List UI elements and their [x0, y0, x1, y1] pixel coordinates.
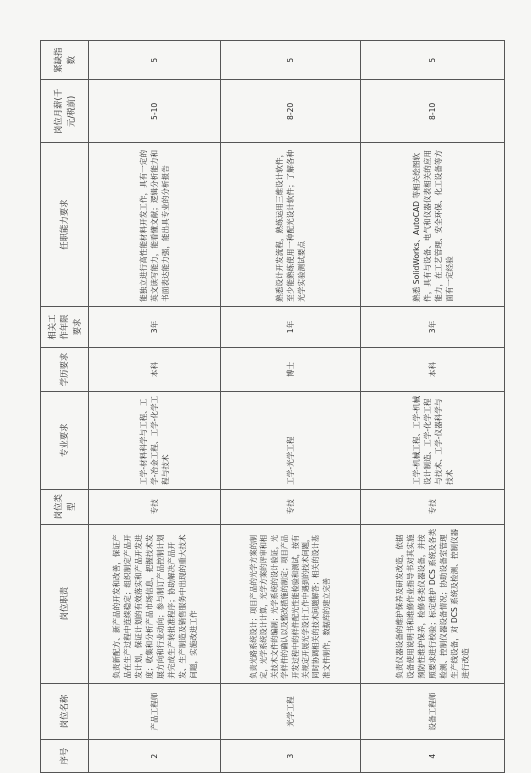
header-urgency: 紧缺指数	[41, 41, 89, 80]
cell-urgency: 5	[361, 41, 505, 80]
cell-salary: 8-20	[221, 80, 361, 143]
header-type: 岗位类型	[41, 489, 89, 524]
cell-ability: 能独立进行高性能材料开发工作，具有一定的英文读写能力，能看懂文献；逻辑分析能力和书面表达能力强，能出具专业的分析报告	[89, 143, 221, 306]
cell-major: 工学-光学工程	[221, 391, 361, 489]
cell-years: 1年	[221, 306, 361, 347]
header-edu: 学历要求	[41, 348, 89, 392]
job-table	[40, 40, 505, 773]
cell-duty: 负责新配方、新产品的开发和改善，保证产品在生产过程中连续稳定；组织制定产品开发计划，保证计划的有效落实和产品开发进度；收集和分析产品市场信息，把握技术发展方向和行业动向；参与制订产品控制计划并完成生产转批准程序；协助解决产品开发、生产制造及销售服务中出现的重大技术问题，实施改进工作	[89, 524, 221, 683]
cell-salary: 5-10	[89, 80, 221, 143]
cell-salary: 8-10	[361, 80, 505, 143]
cell-type: 专技	[89, 489, 221, 524]
header-duty: 岗位职责	[41, 524, 89, 683]
header-seq: 序号	[41, 740, 89, 773]
header-years: 相关工作年限要求	[41, 306, 89, 347]
cell-duty: 负责光路系统设计；项目产品的光学方案的制定，光学系统设计计算，光学方案的评审和相关技术文件的编制；光学系统的设计验证，光学样件的确认以及整改措施的制定；项目产品开发过程中的样件配光性能检验和测试，按有关规定开展光学设计工作中遇到的技术问题，同时协调相关的技术问题解答；相关的设计基准文件制作，数据库的建立完善	[221, 524, 361, 683]
header-ability: 任职能力要求	[41, 143, 89, 306]
cell-edu: 博士	[221, 348, 361, 392]
cell-duty: 负责仪器设备的维护保养及研发改造，依据设备使用说明书和维修作业指导书对其实施预防性维护保养，检修各类仪器设备，并按照要求进行校验；标定维护 DCS 系统及各类检测、控制仪器设备情况；协助设备室管理生产线设备，对 DCS 系统及检测、控制仪器进行改造	[361, 524, 505, 683]
table-row	[89, 41, 221, 773]
cell-years: 3年	[89, 306, 221, 347]
cell-ability: 熟悉 SolidWorks、AutoCAD 等相关绘图软件，具有与设备、电气和仪器仪表相关的应用能力，在工艺管理、安全环保、化工设备等方面有一定经验	[361, 143, 505, 306]
cell-ability: 熟悉设计开发流程，熟练运用三维设计软件，至少能熟练使用一种配光设计软件；了解各种光学实验测试要点	[221, 143, 361, 306]
cell-urgency: 5	[89, 41, 221, 80]
header-name: 岗位名称	[41, 683, 89, 740]
table-row	[361, 41, 505, 773]
cell-name: 光学工程	[221, 683, 361, 740]
cell-seq: 4	[361, 740, 505, 773]
cell-edu: 本科	[89, 348, 221, 392]
table-row	[221, 41, 361, 773]
cell-years: 3年	[361, 306, 505, 347]
header-salary: 岗位月薪(千元/税前)	[41, 80, 89, 143]
cell-seq: 2	[89, 740, 221, 773]
cell-seq: 3	[221, 740, 361, 773]
header-major: 专业要求	[41, 391, 89, 489]
cell-type: 专技	[221, 489, 361, 524]
cell-name: 设备工程师	[361, 683, 505, 740]
cell-urgency: 5	[221, 41, 361, 80]
cell-major: 工学-机械工程、工学-机械设计制造、工学-化学工程与技术、工学-仪器科学与技术	[361, 391, 505, 489]
rotated-table-page	[40, 40, 504, 773]
header-row	[41, 41, 89, 773]
cell-major: 工学-材料科学与工程、工学-冶金工程、工学-化学工程与技术	[89, 391, 221, 489]
cell-name: 产品工程师	[89, 683, 221, 740]
cell-type: 专技	[361, 489, 505, 524]
cell-edu: 本科	[361, 348, 505, 392]
